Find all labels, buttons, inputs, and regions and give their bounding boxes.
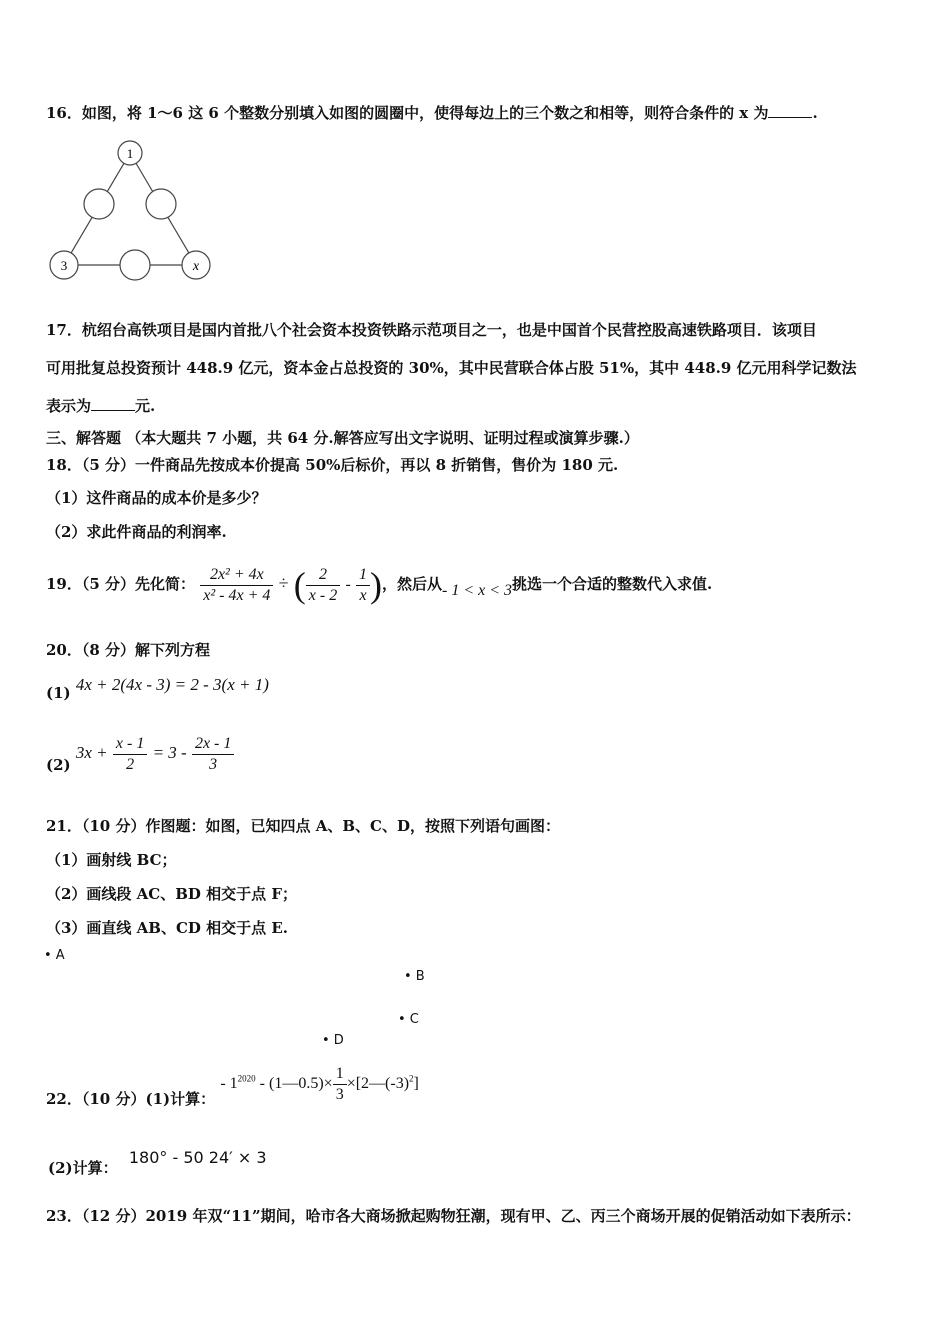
q19-frac3: $\frac{1}{x}$ (356, 565, 370, 606)
q21-title: 21．（10 分）作图题：如图，已知四点 A、B、C、D，按照下列语句画图： (46, 817, 560, 835)
q17-blank (91, 396, 135, 411)
q21-step1: （1）画射线 BC； (46, 851, 177, 869)
q20-eq1: 4x + 2(4x - 3) = 2 - 3(x + 1) (75, 675, 269, 694)
point-b: • B (404, 969, 425, 984)
circle-right-mid (146, 189, 176, 219)
circle-bottom-mid (120, 250, 150, 280)
q19-frac2: $\frac{2}{x - 2}$ (306, 565, 340, 606)
q21-step3: （3）画直线 AB、CD 相交于点 E. (46, 919, 289, 937)
q17-line2: 可用批复总投资预计 448.9 亿元，资本金占总投资的 30%，其中民营联合体占股 51%，其中 448.9 亿元用科学记数法 (46, 359, 857, 377)
q16-text: 16．如图，将 1～6 这 6 个整数分别填入如图的圆圈中，使得每边上的三个数之和相等，则符合条件的 x 为 . (46, 104, 818, 122)
q20-part1: (1) 4x + 2(4x - 3) = 2 - 3(x + 1) (46, 675, 269, 702)
q21-step2: （2）画线段 AC、BD 相交于点 F； (46, 885, 298, 903)
circle-bottom-left-label: 3 (60, 258, 68, 273)
circle-bottom-right-label: x (192, 259, 200, 274)
q18-part1: （1）这件商品的成本价是多少？ (46, 489, 267, 507)
q18-text: 18．（5 分）一件商品先按成本价提高 50%后标价，再以 8 折销售，售价为 180 元. (46, 456, 619, 474)
q20-title: 20．（8 分）解下列方程 (46, 641, 211, 659)
q22-part1: 22．（10 分）(1)计算： - $1^{2020}$ - (1—0.5)× $\frac{1}{3}$ $\times[2—(-3)^2]$ (46, 1065, 419, 1109)
point-a: • A (44, 948, 65, 963)
q19-lparen: ( (293, 565, 306, 605)
point-c: • C (398, 1012, 419, 1027)
q22-part2: (2)计算： 180° - 50 24′ × 3 (48, 1148, 267, 1177)
q20-frac1: $\frac{x - 1}{2}$ (113, 734, 147, 775)
q19-frac1: $\frac{\text{2x² + 4x}}{\text{x² - 4x + 4}}$ (200, 565, 273, 606)
q22-expr1: - $1^{2020}$ - (1—0.5)× $\frac{1}{3}$ $\times[2—(-3)^2]$ (220, 1065, 419, 1104)
triangle-figure (44, 138, 219, 283)
q17-line1: 17．杭绍台高铁项目是国内首批八个社会资本投资铁路示范项目之一，也是中国首个民营控股高速铁路项目．该项目 (46, 321, 817, 339)
section-3-heading: 三、解答题 （本大题共 7 小题，共 64 分.解答应写出文字说明、证明过程或演算步骤.） (46, 429, 639, 447)
q20-part2: (2) 3x + $\frac{x - 1}{2}$ = 3 - $\frac{2x - 1}{3}$ (46, 730, 234, 776)
q16-blank (768, 103, 812, 118)
q20-frac2: $\frac{2x - 1}{3}$ (192, 734, 234, 775)
q23-text: 23．（12 分）2019 年双“11”期间，哈市各大商场掀起购物狂潮，现有甲、乙、丙三个商场开展的促销活动如下表所示： (46, 1207, 861, 1225)
q22-frac: $\frac{1}{3}$ (333, 1064, 347, 1105)
circle-left-mid (84, 189, 114, 219)
q18-part2: （2）求此件商品的利润率. (46, 523, 227, 541)
q19-line: 19．（5 分）先化简： $\frac{\text{2x² + 4x}}{\text{x² - 4x + 4}}$ ÷ ( $\frac{2}{x - 2}$ - $\frac{1}{x}$ )，然后从- 1 < x < 3挑选一个合适的整数代入求值. (46, 565, 713, 605)
circle-top-label: 1 (126, 146, 134, 161)
q17-line3: 表示为 元. (46, 397, 156, 415)
q22-expr2: 180° - 50 24′ × 3 (128, 1148, 267, 1167)
q19-rparen: ) (370, 565, 382, 605)
point-d: • D (322, 1033, 344, 1048)
q19-range: - 1 < x < 3 (442, 582, 513, 599)
